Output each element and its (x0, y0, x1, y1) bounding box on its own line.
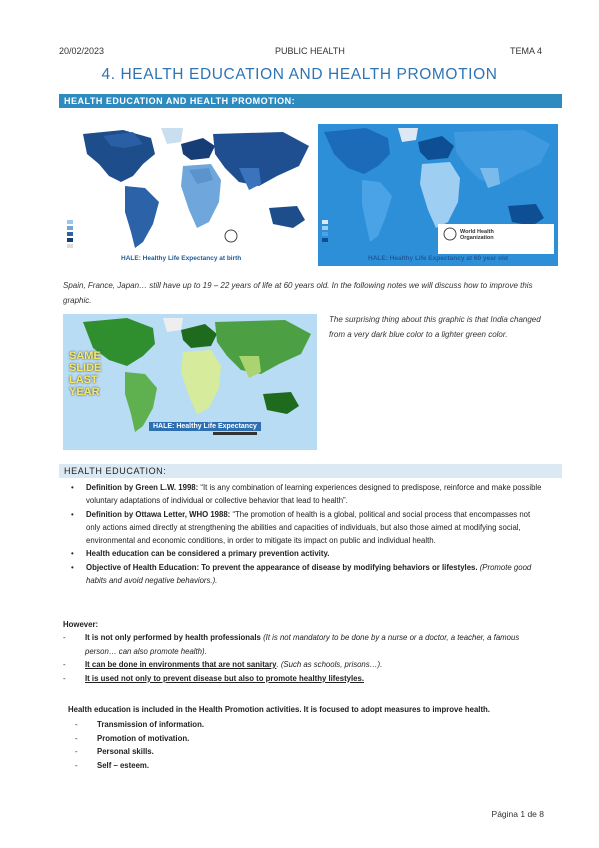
same-slide-overlay (69, 350, 101, 398)
item-text: Personal skills. (97, 747, 154, 756)
bullet-text: (Promote good habits and avoid negative behaviors.). (86, 562, 532, 586)
summary-list (75, 718, 375, 772)
section-heading-promotion: HEALTH EDUCATION AND HEALTH PROMOTION: (59, 94, 562, 108)
summary-text: Health education is included in the Health Promotion activities. It is focused to adopt measures to improve health. (68, 705, 490, 714)
page-number: Página 1 de 8 (491, 809, 544, 819)
section-heading-health-education: HEALTH EDUCATION: (59, 464, 562, 478)
list-item: - It is used not only to prevent disease but also to promote healthy lifestyles. (63, 673, 365, 683)
bullet-text: “It is any combination of learning experiences designed to predispose, reinforce and make possible voluntary adaptations of individual or collective behavior that lead to health”. (86, 483, 542, 506)
map-left-caption: HALE: Healthy Life Expectancy at birth (121, 255, 242, 262)
list-item: • Definition by Ottawa Letter, WHO 1988: “The promotion of health is a global, political and social process that encompasses not only actions aimed directly at strengthening the abilities and capacities of individuals, but also those aimed at modifying social, environmental and economic conditions, in order to mitigate its impact on public and individual health. (71, 509, 531, 546)
overlay-line: SLIDE (69, 362, 102, 374)
world-map-birth-image (63, 124, 318, 266)
map-right-caption: HALE: Healthy Life Expectancy at 60 year old (368, 255, 508, 262)
who-logo-label: World Health Organization (460, 229, 494, 241)
list-item: • Objective of Health Education: To prevent the appearance of disease by modifying behaviors or lifestyles. (Promote good habits and avoid negative behaviors.). (71, 562, 532, 586)
bullet-text: “The promotion of health is a global, political and social process that encompasses not only actions aimed directly at strengthening the abilities and capacities of individuals, but also those aimed at modifying social, environmental and economic conditions, in order to mitigate its impact on public and individual health. (86, 509, 531, 546)
item-extra: . (Such as schools, prisons…). (276, 660, 383, 669)
list-item: • Definition by Green L.W. 1998: “It is any combination of learning experiences designed to predispose, reinforce and make possible voluntary adaptations of individual or collective behavior that lead to health”. (71, 483, 542, 506)
bullet-bold: Definition by Ottawa Letter, WHO 1988: (86, 509, 233, 519)
intro-paragraph: Spain, France, Japan… still have up to 19 – 22 years of life at 60 years old. In the following notes we will discuss how to improve this graphic. (63, 281, 533, 305)
list-item: - It can be done in environments that are not sanitary. (Such as schools, prisons…). (63, 660, 383, 669)
map3-caption: HALE: Healthy Life Expectancy (149, 422, 261, 431)
however-label: However: (63, 620, 99, 629)
list-item: - Transmission of information. (75, 720, 205, 729)
list-item: - Personal skills. (75, 747, 154, 756)
header-subject: PUBLIC HEALTH (275, 46, 345, 56)
item-main: It can be done in environments that are not sanitary (85, 660, 277, 669)
list-item: - It is not only performed by health professionals (It is not mandatory to be done by a nurse or a doctor, a teacher, a famous person… can also promote health). (63, 633, 520, 656)
overlay-line: LAST (69, 374, 98, 386)
item-extra: (It is not mandatory to be done by a nurse or a doctor, a teacher, a famous person… can also promote health). (85, 633, 520, 656)
item-text: Promotion of motivation. (97, 733, 190, 743)
however-list (63, 631, 547, 685)
item-main: It is not only performed by health professionals (85, 633, 261, 642)
map-hale-60 (318, 124, 558, 266)
item-text: Transmission of information. (97, 720, 205, 729)
map-hale-birth (63, 124, 318, 266)
map-hale-green (63, 314, 317, 450)
bullet-bold: Objective of Health Education: To prevent the appearance of disease by modifying behaviors or lifestyles. (86, 562, 478, 572)
list-item: • Health education can be considered a primary prevention activity. (71, 549, 330, 559)
world-map-60-image (318, 124, 558, 266)
bullet-bold: Definition by Green L.W. 1998: (86, 483, 201, 492)
page-title: 4. HEALTH EDUCATION AND HEALTH PROMOTION (101, 66, 498, 83)
overlay-line: YEAR (69, 386, 100, 398)
definitions-list (62, 481, 546, 587)
overlay-line: SAME (69, 350, 101, 362)
header-topic: TEMA 4 (510, 46, 543, 56)
bullet-bold: Health education can be considered a primary prevention activity. (86, 549, 330, 559)
header-date: 20/02/2023 (59, 46, 105, 56)
item-main: It is used not only to prevent disease but also to promote healthy lifestyles. (85, 673, 365, 683)
list-item: - Promotion of motivation. (75, 733, 190, 743)
map3-note: The surprising thing about this graphic is that India changed from a very dark blue color to a lighter green color. (329, 315, 541, 339)
item-text: Self – esteem. (97, 760, 150, 770)
list-item: - Self – esteem. (75, 760, 150, 770)
